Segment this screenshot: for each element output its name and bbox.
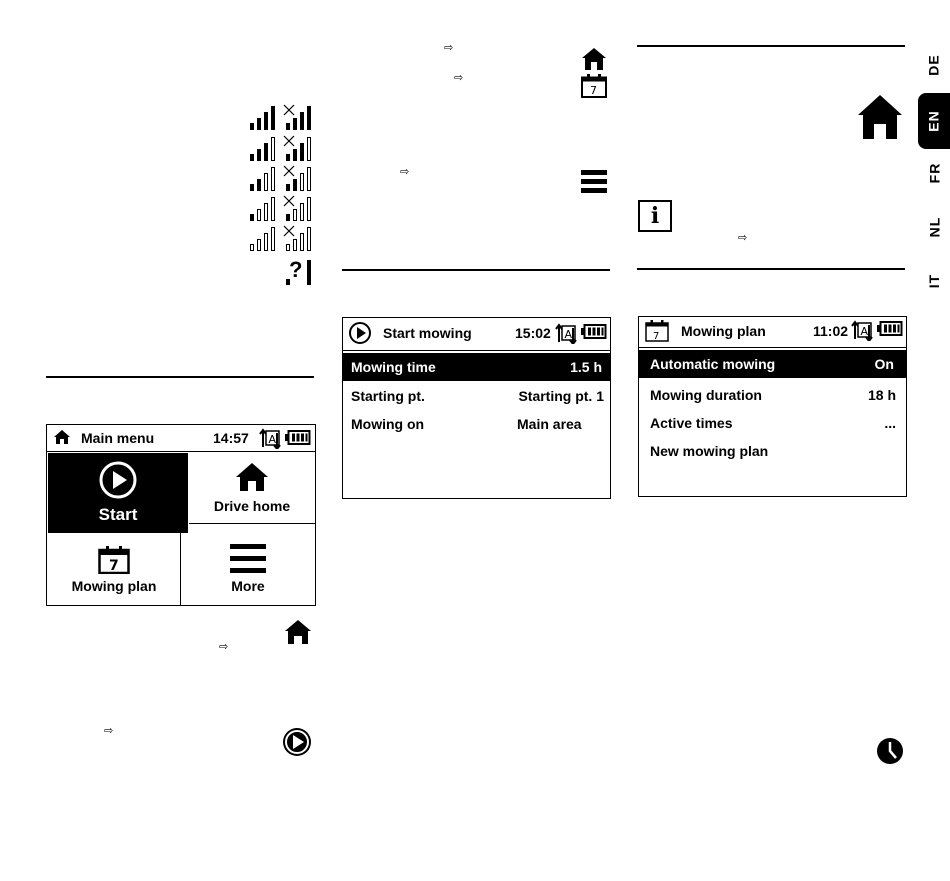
lang-tab-it[interactable]: IT <box>925 273 942 289</box>
signal-strength-icon <box>248 104 314 286</box>
row-value: Starting pt. 1 <box>518 388 604 404</box>
play-icon <box>282 727 312 757</box>
signal-unknown-mark: ? <box>289 257 303 282</box>
section-divider <box>637 45 905 47</box>
row-label: Mowing time <box>351 359 436 375</box>
row-value: ... <box>884 415 896 431</box>
row-label: Mowing duration <box>650 387 762 403</box>
menu-icon <box>230 544 266 574</box>
signal-strength-icons <box>248 104 314 286</box>
reference-arrow: ⇨ <box>738 232 748 244</box>
row-label: Mowing on <box>351 416 425 432</box>
start-label: Start <box>98 505 138 524</box>
lang-tab-fr[interactable]: FR <box>925 162 942 184</box>
section-divider <box>46 376 314 378</box>
calendar-icon <box>581 74 607 98</box>
svg-text:A: A <box>564 328 573 341</box>
calendar-icon <box>98 546 130 574</box>
lang-tab-en[interactable]: EN <box>918 93 950 149</box>
battery-icon <box>285 430 311 445</box>
list-item-mowing-time[interactable] <box>343 353 610 381</box>
reference-arrow: ⇨ <box>444 42 454 54</box>
calendar-icon <box>645 320 669 342</box>
reference-arrow: ⇨ <box>219 641 229 653</box>
clock-time: 15:02 <box>515 325 551 341</box>
status-bar <box>343 318 610 351</box>
drive-home-tile[interactable] <box>189 453 315 523</box>
reference-arrow: ⇨ <box>400 166 410 178</box>
clock-time: 11:02 <box>813 323 849 339</box>
list-item-mowing-duration[interactable] <box>639 381 906 409</box>
screen-title: Start mowing <box>383 325 472 341</box>
svg-text:7: 7 <box>653 331 660 342</box>
row-value: 1.5 h <box>570 359 602 375</box>
row-value: On <box>874 356 894 372</box>
tile-divider <box>189 523 315 524</box>
play-icon <box>349 322 371 344</box>
start-mowing-screen <box>342 317 611 499</box>
home-icon <box>284 619 312 645</box>
list-item-automatic-mowing[interactable] <box>639 350 906 378</box>
svg-text:7: 7 <box>590 84 597 97</box>
mowing-plan-label: Mowing plan <box>71 578 157 594</box>
row-label: Active times <box>650 415 733 431</box>
list-item-mowing-on[interactable] <box>343 410 610 438</box>
home-icon <box>53 429 71 445</box>
info-icon: i <box>638 200 672 232</box>
row-value: 18 h <box>867 387 896 403</box>
row-value: Main area <box>517 416 582 432</box>
home-icon <box>857 94 903 140</box>
reference-arrow: ⇨ <box>454 72 464 84</box>
section-divider <box>342 269 610 271</box>
more-label: More <box>231 578 265 594</box>
lang-tab-nl[interactable]: NL <box>925 216 942 238</box>
clock-icon <box>876 737 904 765</box>
screen-title: Mowing plan <box>681 323 766 339</box>
screen-title: Main menu <box>81 430 155 446</box>
menu-icon <box>581 170 607 194</box>
main-menu-screen <box>46 424 316 606</box>
play-icon <box>99 461 137 499</box>
mowing-plan-tile[interactable] <box>48 537 180 603</box>
home-icon <box>235 462 269 492</box>
auto-mode-icon <box>259 427 281 449</box>
svg-text:A: A <box>860 325 869 338</box>
svg-text:A: A <box>268 433 277 446</box>
svg-text:7: 7 <box>109 558 119 574</box>
auto-mode-icon <box>555 322 577 344</box>
row-label: Automatic mowing <box>650 356 776 372</box>
home-icon <box>581 47 607 71</box>
reference-arrow: ⇨ <box>104 725 114 737</box>
list-item-starting-point[interactable] <box>343 382 610 410</box>
drive-home-label: Drive home <box>213 498 291 514</box>
battery-icon <box>877 321 903 336</box>
start-tile[interactable] <box>48 453 188 533</box>
clock-time: 14:57 <box>213 430 249 446</box>
section-divider <box>637 268 905 270</box>
status-bar <box>47 425 315 452</box>
auto-mode-icon <box>851 319 873 341</box>
row-label: New mowing plan <box>650 443 769 459</box>
battery-icon <box>581 324 607 339</box>
list-item-new-mowing-plan[interactable] <box>639 437 906 465</box>
list-item-active-times[interactable] <box>639 409 906 437</box>
status-bar <box>639 317 906 348</box>
mowing-plan-screen <box>638 316 907 497</box>
lang-tab-de[interactable]: DE <box>925 54 942 76</box>
row-label: Starting pt. <box>351 388 425 404</box>
more-tile[interactable] <box>181 533 315 605</box>
